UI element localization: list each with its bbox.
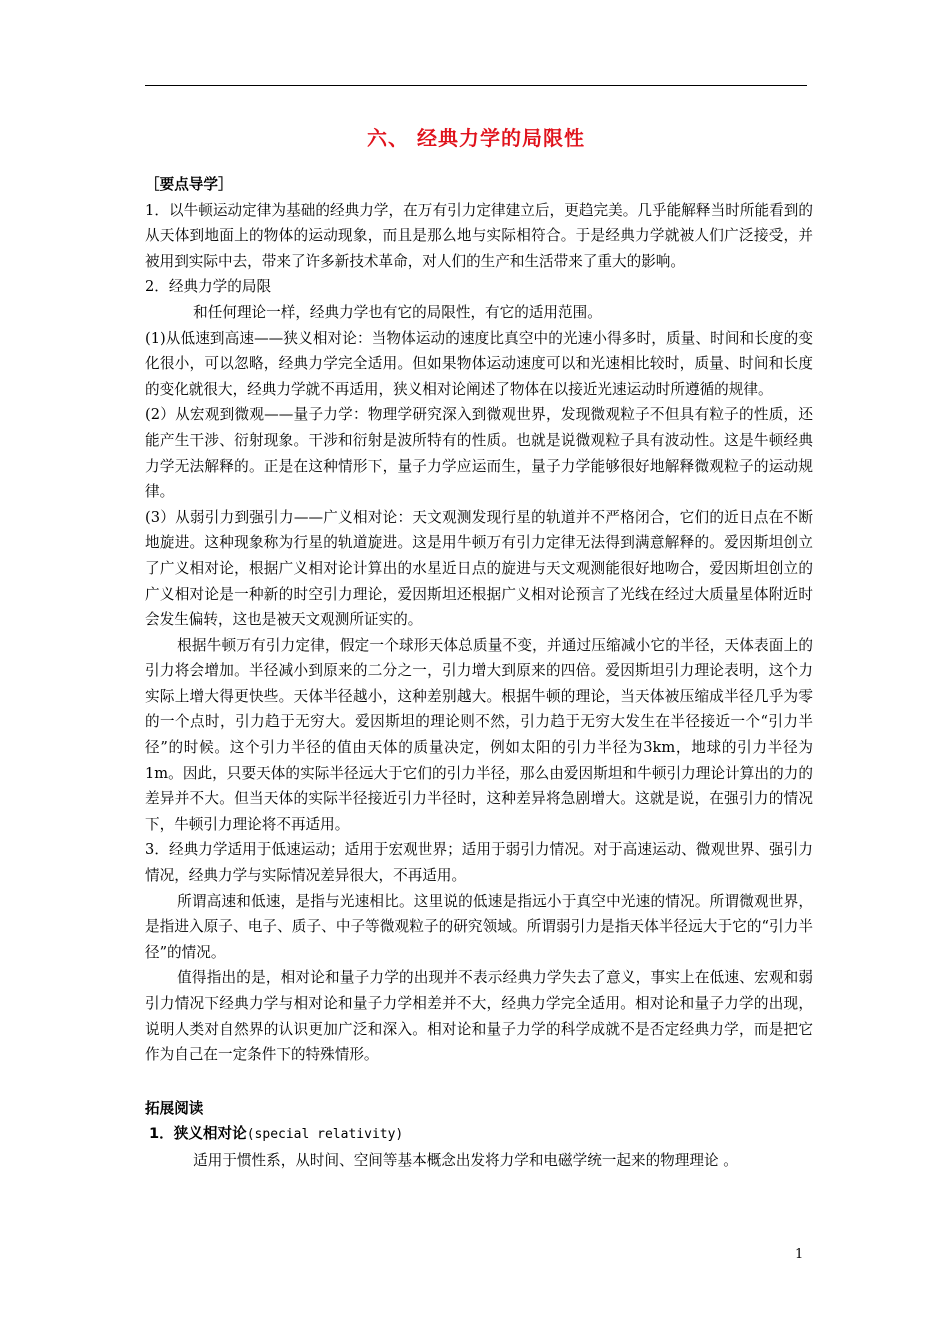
page-number: 1	[795, 1247, 804, 1262]
paragraph-3: 和任何理论一样，经典力学也有它的局限性，有它的适用范围。	[193, 303, 602, 321]
paragraph-conclusion: 值得指出的是，相对论和量子力学的出现并不表示经典力学失去了意义，事实上在低速、宏观和弱引力情况下经典力学与相对论和量子力学相差并不大，经典力学完全适用。相对论和量子力学的出现，说明人类对自然界的认识更加广泛和深入。相对论和量子力学的科学成就不是否定经典力学，而是把它作为自己在一定条件下的特殊情形。	[145, 969, 813, 1064]
header-rule	[145, 85, 807, 86]
paragraph-general-relativity: (3）从弱引力到强引力——广义相对论：天文观测发现行星的轨道并不严格闭合，它们的近日点在不断地旋进。这种现象称为行星的轨道旋进。这是用牛顿万有引力定律无法得到满意解释的。爱因斯坦创立了广义相对论，根据广义相对论计算出的水星近日点的旋进与天文观测能很好地吻合，爱因斯坦创立的广义相对论是一种新的时空引力理论，爱因斯坦还根据广义相对论预言了光线在经过大质量星体附近时会发生偏转，这也是被天文观测所证实的。	[145, 508, 813, 629]
paragraph-2-heading: 2．经典力学的局限	[145, 278, 272, 296]
page-title: 六、 经典力学的局限性	[367, 126, 585, 150]
paragraph-quantum-mechanics: (2）从宏观到微观——量子力学：物理学研究深入到微观世界，发现微观粒子不但具有粒子的性质，还能产生干涉、衍射现象。干涉和衍射是波所特有的性质。也就是说微观粒子具有波动性。这是牛顿经典力学无法解释的。正是在这种情形下，量子力学应运而生，量子力学能够很好地解释微观粒子的运动规律。	[145, 406, 813, 501]
paragraph-gravitational-radius: 根据牛顿万有引力定律，假定一个球形天体总质量不变，并通过压缩减小它的半径，天体表面上的引力将会增加。半径减小到原来的二分之一，引力增大到原来的四倍。爱因斯坦引力理论表明，这个力实际上增大得更快些。天体半径越小，这种差别越大。根据牛顿的理论，当天体被压缩成半径几乎为零的一个点时，引力趋于无穷大。爱因斯坦的理论则不然，引力趋于无穷大发生在半径接近一个“引力半径”的时候。这个引力半径的值由天体的质量决定，例如太阳的引力半径为3km，地球的引力半径为1m。因此，只要天体的实际半径远大于它们的引力半径，那么由爱因斯坦和牛顿引力理论计算出的力的差异并不大。但当天体的实际半径接近引力半径时，这种差异将急剧增大。这就是说，在强引力的情况下，牛顿引力理论将不再适用。	[145, 636, 813, 833]
document-body	[145, 172, 813, 1174]
item-1-english: (special relativity)	[246, 1127, 404, 1143]
extended-reading-item-1-text: 适用于惯性系，从时间、空间等基本概念出发将力学和电磁学统一起来的物理理论 。	[193, 1151, 738, 1169]
section-heading: ［要点导学］	[145, 176, 233, 193]
paragraph-special-relativity: (1)从低速到高速——狭义相对论：当物体运动的速度比真空中的光速小得多时，质量、时间和长度的变化很小，可以忽略，经典力学完全适用。但如果物体运动速度可以和光速相比较时，质量、时间和长度的变化就很大，经典力学就不再适用，狭义相对论阐述了物体在以接近光速运动时所遵循的规律。	[145, 329, 813, 398]
extended-reading-heading: 拓展阅读	[145, 1099, 204, 1117]
extended-reading-item-1	[145, 1121, 813, 1148]
paragraph-1: 1．以牛顿运动定律为基础的经典力学，在万有引力定律建立后，更趋完美。几乎能解释当时所能看到的从天体到地面上的物体的运动现象，而且是那么地与实际相符合。于是经典力学就被人们广泛接受，并被用到实际中去，带来了许多新技术革命，对人们的生产和生活带来了重大的影响。	[145, 201, 813, 270]
item-1-title: 1．狭义相对论	[149, 1125, 247, 1143]
paragraph-definitions: 所谓高速和低速，是指与光速相比。这里说的低速是指远小于真空中光速的情况。所谓微观世界，是指进入原子、电子、质子、中子等微观粒子的研究领域。所谓弱引力是指天体半径远大于它的“引力半径”的情况。	[145, 892, 813, 961]
paragraph-3-applicability: 3．经典力学适用于低速运动；适用于宏观世界；适用于弱引力情况。对于高速运动、微观世界、强引力情况，经典力学与实际情况差异很大，不再适用。	[145, 841, 813, 885]
